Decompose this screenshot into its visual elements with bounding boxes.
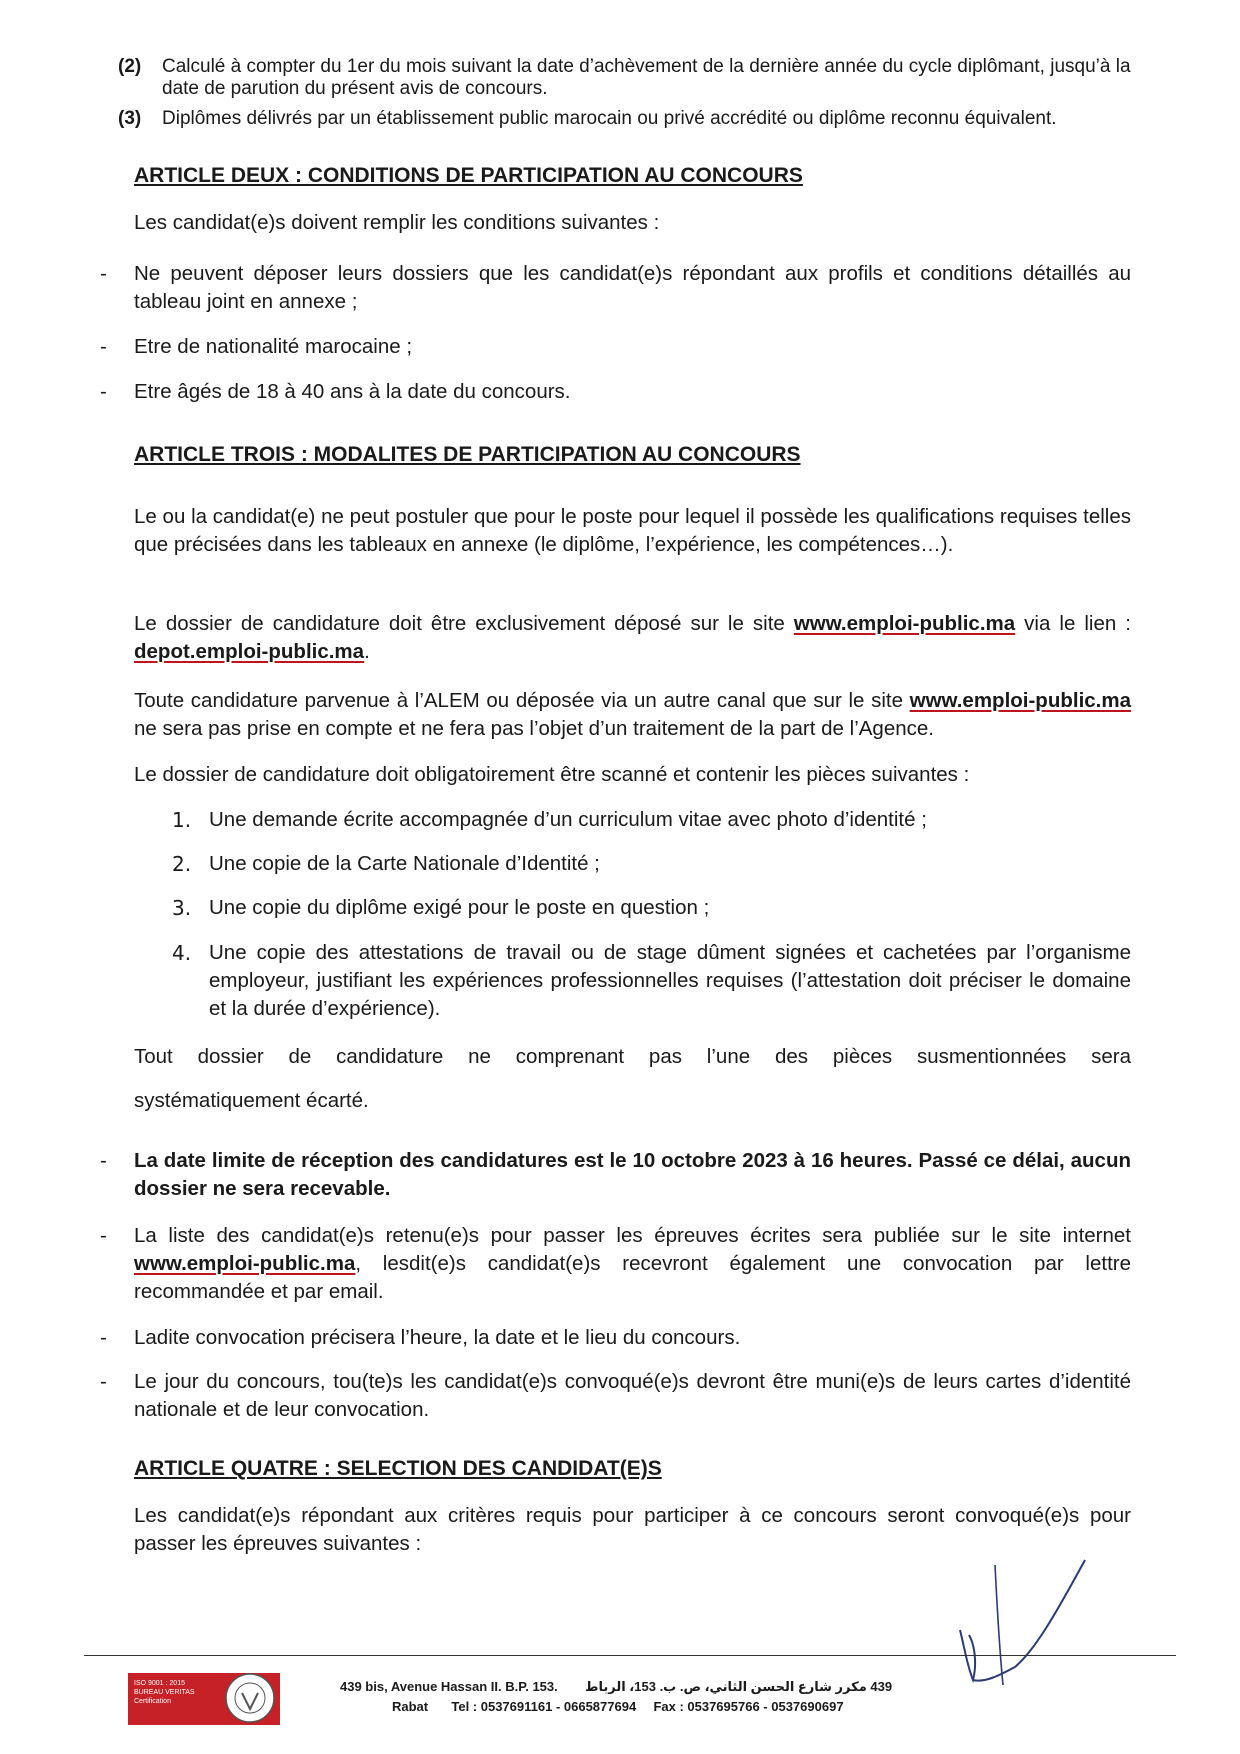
text-segment: ne sera pas prise en compte et ne fera pas l’objet d’un traitement de la part de l’Agence. (134, 717, 934, 740)
document-list-item (172, 939, 1131, 1023)
article-4-paragraph-1: Les candidat(e)s répondant aux critères requis pour participer à ce concours seront convoqué(e)s pour passer les épreuves suivantes : (134, 1504, 1131, 1555)
candidate-list-bullet (100, 1222, 1131, 1306)
article-2-heading: ARTICLE DEUX : CONDITIONS DE PARTICIPATION AU CONCOURS (134, 164, 803, 187)
bullet-dash: - (100, 262, 107, 285)
article-2-bullet (100, 378, 1131, 406)
fax: Fax : 0537695766 - 0537690697 (653, 1699, 844, 1714)
document-list-item (172, 806, 1131, 834)
telephone: Tel : 0537691161 - 0665877694 (451, 1699, 637, 1714)
text-segment: via le lien : (1015, 612, 1131, 635)
footer-address (340, 1677, 940, 1717)
contact-row (340, 1697, 940, 1717)
convocation-bullet (100, 1324, 1131, 1352)
bureau-veritas-seal-icon (224, 1669, 276, 1727)
bullet-text: La date limite de réception des candidatures est le 10 octobre 2023 à 16 heures. Passé ce délai, aucun dossier ne sera recevable. (134, 1149, 1131, 1200)
cert-line: Certification (134, 1698, 171, 1705)
list-number: 4. (172, 941, 192, 965)
text-segment: Le dossier de candidature doit être exclusivement déposé sur le site (134, 612, 794, 635)
cert-line: ISO 9001 : 2015 (134, 1680, 185, 1687)
list-text: Une copie des attestations de travail ou de stage dûment signées et cachetées par l’organisme employeur, justifiant les expériences professionnelles requises (l’attestation doit préciser le domaine et la durée d’expérience). (209, 941, 1131, 1020)
article-4-heading: ARTICLE QUATRE : SELECTION DES CANDIDAT(E)S (134, 1457, 662, 1480)
footnote-3 (118, 108, 1138, 130)
text-segment: . (364, 640, 370, 663)
list-text: Une copie du diplôme exigé pour le poste en question ; (209, 896, 710, 919)
bullet-text: Le jour du concours, tou(te)s les candidat(e)s convoqué(e)s devront être muni(e)s de leurs cartes d’identité nationale et de leur convocation. (134, 1370, 1131, 1421)
bullet-dash: - (100, 1149, 107, 1172)
article-3-paragraph-4: Le dossier de candidature doit obligatoirement être scanné et contenir les pièces suivantes : (134, 763, 970, 786)
article-3-paragraph-1: Le ou la candidat(e) ne peut postuler que pour le poste pour lequel il possède les qualifications requises telles que précisées dans les tableaux en annexe (le diplôme, l’expérience, les compétences…). (134, 505, 1131, 556)
bullet-text: Ne peuvent déposer leurs dossiers que les candidat(e)s répondant aux profils et conditions détaillés au tableau joint en annexe ; (134, 262, 1131, 313)
address-fr: 439 bis, Avenue Hassan II. B.P. 153. (340, 1679, 558, 1694)
emploi-public-link[interactable]: www.emploi-public.ma (793, 612, 1016, 635)
document-list-item (172, 894, 1131, 922)
list-text: Une demande écrite accompagnée d’un curriculum vitae avec photo d’identité ; (209, 808, 927, 831)
emploi-public-link[interactable]: www.emploi-public.ma (134, 1252, 356, 1275)
footnote-text: Diplômes délivrés par un établissement public marocain ou privé accrédité ou diplôme reconnu équivalent. (162, 108, 1057, 129)
address-row (340, 1677, 940, 1697)
article-2-bullet (100, 333, 1131, 361)
list-text: Une copie de la Carte Nationale d’Identité ; (209, 852, 600, 875)
bullet-dash: - (100, 1326, 107, 1349)
bullet-dash: - (100, 1370, 107, 1393)
depot-link[interactable]: depot.emploi-public.ma (134, 640, 365, 663)
article-3-heading: ARTICLE TROIS : MODALITES DE PARTICIPATION AU CONCOURS (134, 443, 801, 466)
bullet-text: Etre de nationalité marocaine ; (134, 335, 413, 358)
footnote-number: (3) (118, 108, 142, 129)
deadline-bullet (100, 1147, 1131, 1203)
address-ar: 439 مكرر شارع الحسن الثاني، ص. ب. 153، الرباط (585, 1679, 893, 1694)
article-2-bullet (100, 260, 1131, 316)
article-3-paragraph-5: Tout dossier de candidature ne comprenant pas l’une des pièces susmentionnées sera (134, 1045, 1131, 1068)
bullet-text: Ladite convocation précisera l’heure, la date et le lieu du concours. (134, 1326, 741, 1349)
bullet-dash: - (100, 335, 107, 358)
city: Rabat (392, 1699, 429, 1714)
footnote-number: (2) (118, 56, 142, 77)
cert-line: BUREAU VERITAS (134, 1689, 195, 1696)
footer-divider (84, 1655, 1176, 1656)
document-list-item (172, 850, 1131, 878)
certification-logo (128, 1673, 280, 1725)
emploi-public-link[interactable]: www.emploi-public.ma (909, 689, 1131, 712)
article-3-paragraph-3 (134, 687, 1131, 743)
bullet-dash: - (100, 380, 107, 403)
list-number: 1. (172, 808, 192, 832)
footnote-text: Calculé à compter du 1er du mois suivant la date d’achèvement de la dernière année du cycle diplômant, jusqu’à la date de parution du présent avis de concours. (162, 56, 1131, 99)
footnote-2 (118, 56, 1138, 100)
bullet-text: Etre âgés de 18 à 40 ans à la date du concours. (134, 380, 571, 403)
article-3-paragraph-2 (134, 610, 1131, 666)
list-number: 2. (172, 852, 192, 876)
text-segment: La liste des candidat(e)s retenu(e)s pour passer les épreuves écrites sera publiée sur le site internet (134, 1224, 1131, 1247)
article-3-paragraph-5-continued: systématiquement écarté. (134, 1089, 369, 1112)
exam-day-bullet (100, 1368, 1131, 1424)
bullet-text (134, 1222, 1131, 1306)
text-segment: Toute candidature parvenue à l’ALEM ou déposée via un autre canal que sur le site (134, 689, 910, 712)
bullet-dash: - (100, 1224, 107, 1247)
text-segment: , lesdit(e)s candidat(e)s recevront également une convocation par lettre recommandée et par email. (134, 1252, 1131, 1303)
certification-text (134, 1679, 195, 1706)
article-2-intro: Les candidat(e)s doivent remplir les conditions suivantes : (134, 211, 660, 234)
list-number: 3. (172, 896, 192, 920)
signature-icon (955, 1555, 1105, 1695)
